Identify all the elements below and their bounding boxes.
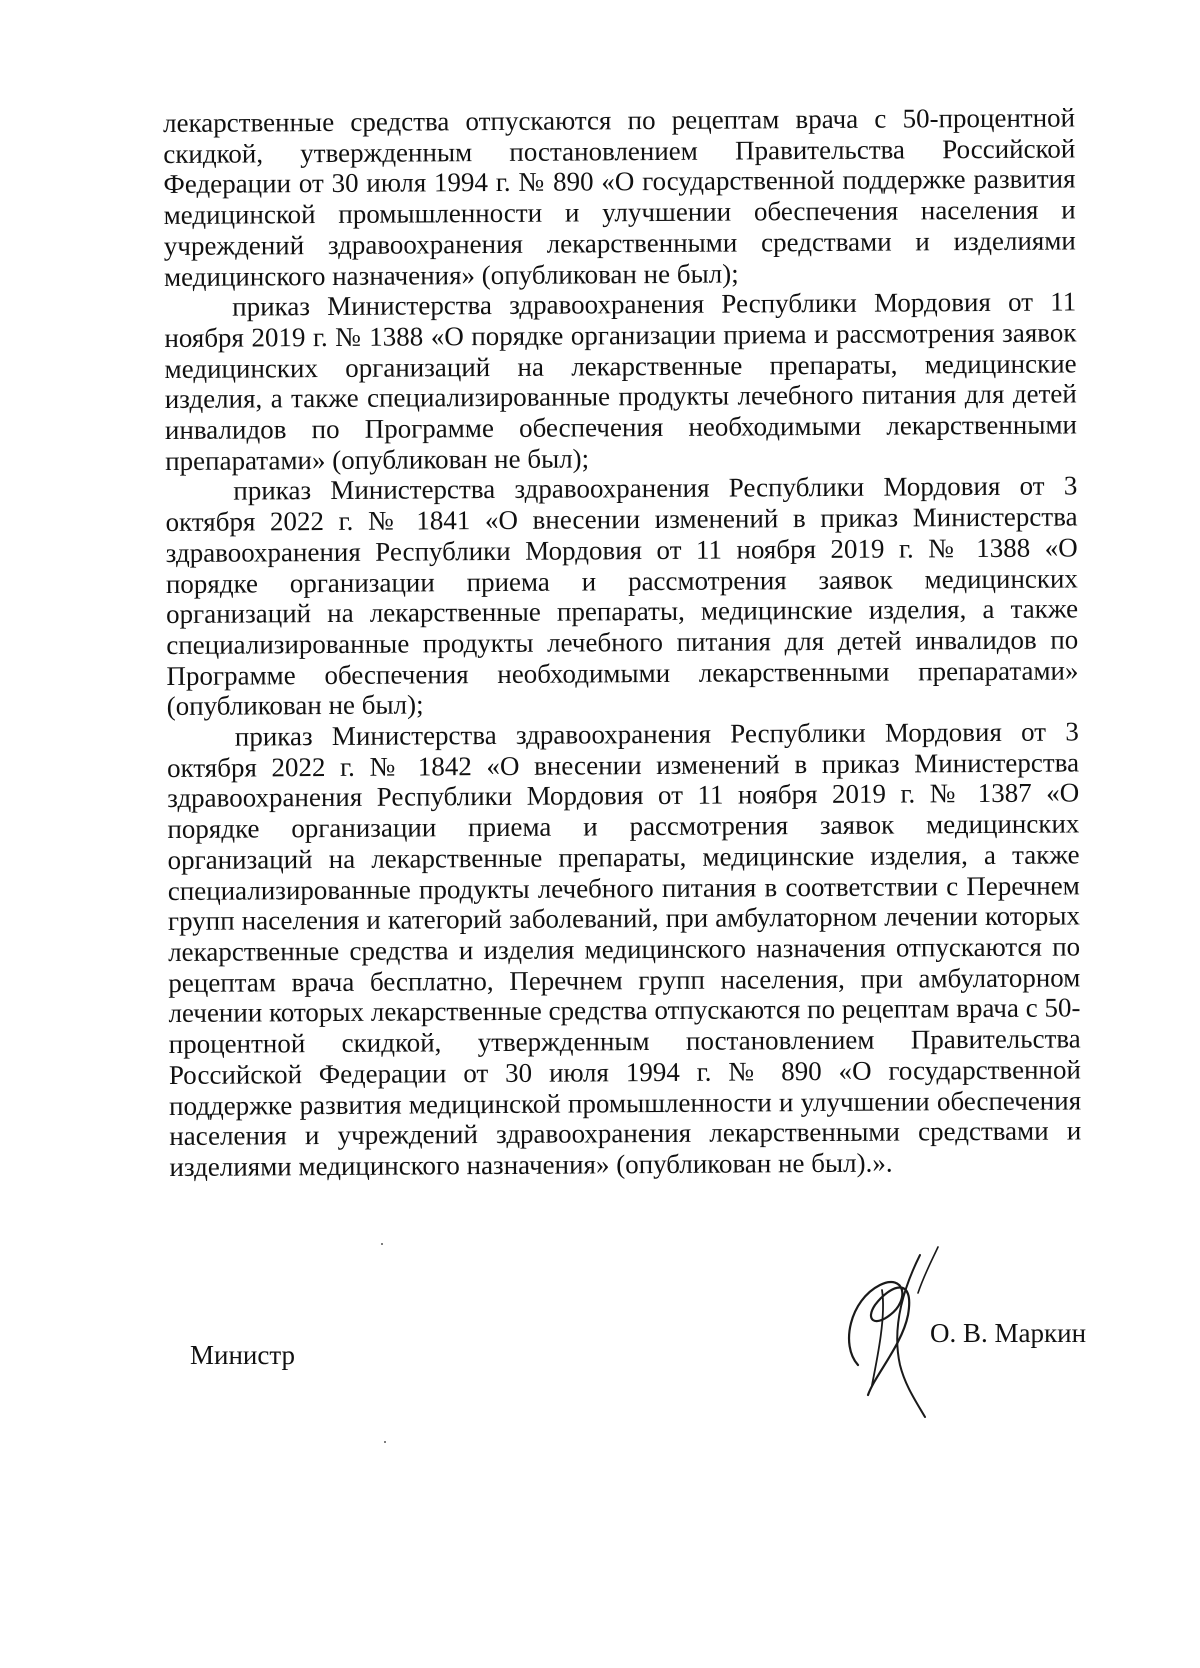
document-body: [163, 102, 1082, 1182]
handwritten-signature: [820, 1245, 990, 1425]
scan-speck: [384, 1441, 386, 1443]
paragraph-4: приказ Министерства здравоохранения Республики Мордовия от 3 октября 2022 г. № 1842 «О внесении изменений в приказ Министерства здравоохранения Республики Мордовия от 11 ноября 2019 г. № 1387 «О порядке организации приема и рассмотрения заявок медицинских организаций на лекарственные препараты, медицинские изделия, а также специализированные продукты лечебного питания в соответствии с Перечнем групп населения и категорий заболеваний, при амбулаторном лечении которых лекарственные средства и изделия медицинского назначения отпускаются по рецептам врача бесплатно, Перечнем групп населения, при амбулаторном лечении которых лекарственные средства отпускаются по рецептам врача с 50-процентной скидкой, утвержденным постановлением Правительства Российской Федерации от 30 июля 1994 г. № 890 «О государственной поддержке развития медицинской промышленности и улучшении обеспечения населения и учреждений здравоохранения лекарственными средствами и изделиями медицинского назначения» (опубликован не был).».: [166, 716, 1082, 1182]
paragraph-3: приказ Министерства здравоохранения Республики Мордовия от 3 октября 2022 г. № 1841 «О внесении изменений в приказ Министерства здравоохранения Республики Мордовия от 11 ноября 2019 г. № 1388 «О порядке организации приема и рассмотрения заявок медицинских организаций на лекарственные препараты, медицинские изделия, а также специализированные продукты лечебного питания для детей инвалидов по Программе обеспечения необходимыми лекарственными препаратами» (опубликован не был);: [165, 470, 1079, 722]
signer-name: О. В. Маркин: [930, 1318, 1087, 1348]
paragraph-2: приказ Министерства здравоохранения Республики Мордовия от 11 ноября 2019 г. № 1388 «О порядке организации приема и рассмотрения заявок медицинских организаций на лекарственные препараты, медицинские изделия, а также специализированные продукты лечебного питания для детей инвалидов по Программе обеспечения необходимыми лекарственными препаратами» (опубликован не был);: [164, 286, 1078, 476]
paragraph-1: лекарственные средства отпускаются по рецептам врача с 50-процентной скидкой, утвержденным постановлением Правительства Российской Федерации от 30 июля 1994 г. № 890 «О государственной поддержке развития медицинской промышленности и улучшении обеспечения населения и учреждений здравоохранения лекарственными средствами и изделиями медицинского назначения» (опубликован не был);: [163, 102, 1076, 292]
scan-speck: [381, 1243, 383, 1245]
position-title: Министр: [190, 1340, 295, 1370]
